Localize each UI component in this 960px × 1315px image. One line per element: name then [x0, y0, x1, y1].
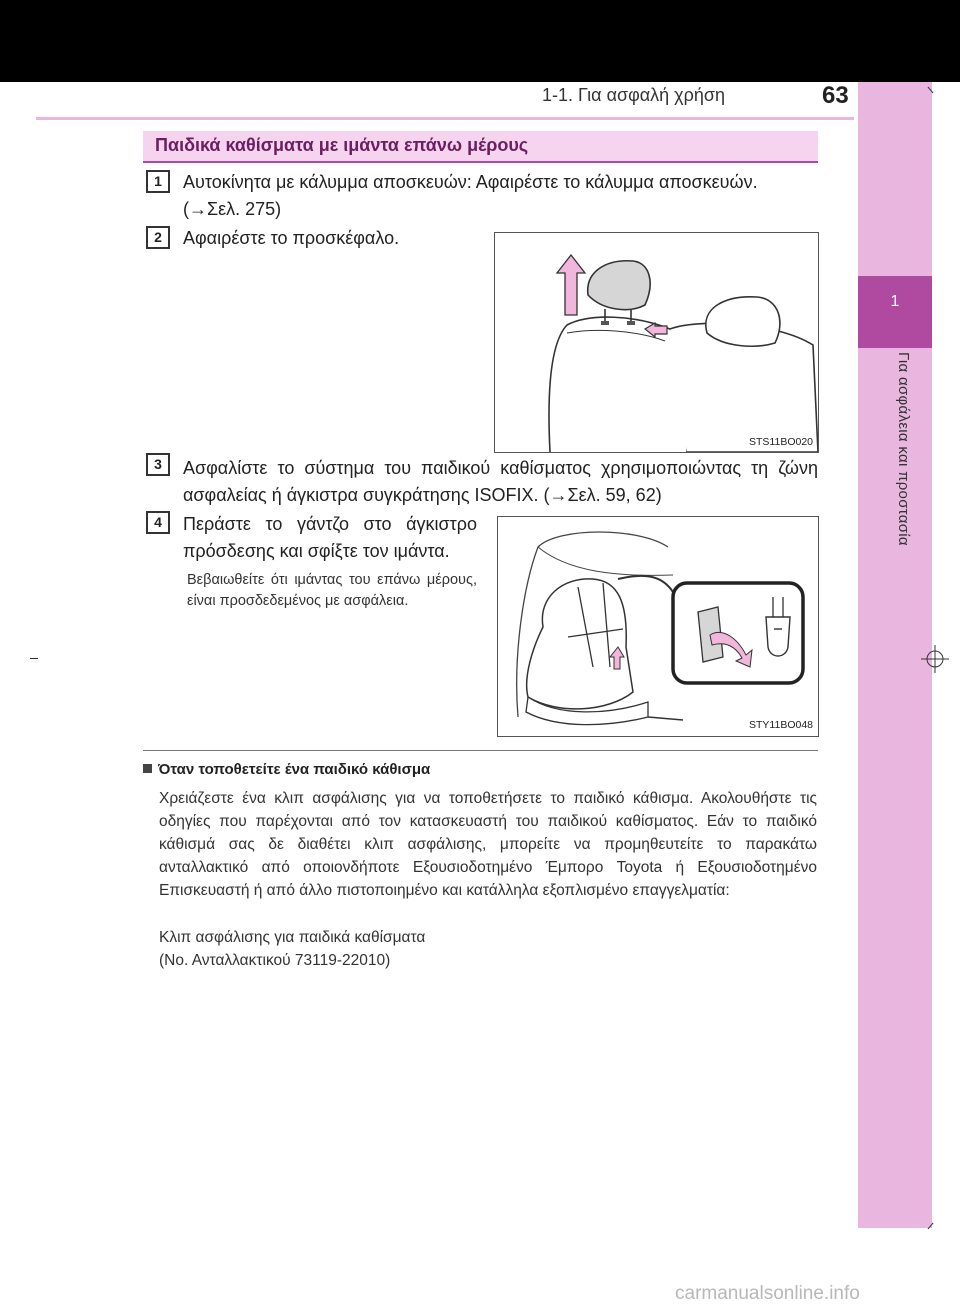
info-body: Χρειάζεστε ένα κλιπ ασφάλισης για να τοποθετήσετε το παιδικό κάθισμα. Ακολουθήστε τις οδηγίες που παρέχονται από τον κατασκευαστή του παιδικού καθίσματος. Εάν το παιδικό κάθισμά σας δε διαθέτει κλιπ ασφάλισης, μπορείτε να προμηθευτείτε το παρακάτω ανταλλακτικό από οποιονδήποτε Εξουσιοδοτημένο Έμπορο Toyota ή Εξουσιοδοτημένο Επισκευαστή ή από άλλο πιστοποιημένο και κατάλληλα εξοπλισμένο επαγγελματία: [159, 790, 817, 899]
step-4-note: Βεβαιωθείτε ότι ιμάντας του επάνω μέρους, είναι προσδεδεμένος με ασφάλεια. [187, 572, 477, 609]
part-name: Κλιπ ασφάλισης για παιδικά καθίσματα [159, 929, 426, 946]
step-text-3: Ασφαλίστε το σύστημα του παιδικού καθίσματος χρησιμοποιώντας τη ζώνη ασφαλείας ή άγκιστρα συγκράτησης ISOFIX. (→Σελ. 59, 62) [183, 458, 818, 505]
section-heading-text: Παιδικά καθίσματα με ιμάντα επάνω μέρους [155, 135, 529, 155]
figure-code-2: STY11BO048 [749, 719, 814, 731]
header-section-title: 1-1. Για ασφαλή χρήση [542, 85, 725, 105]
watermark: carmanualsonline.info [675, 1283, 860, 1304]
info-heading-text: Όταν τοποθετείτε ένα παιδικό κάθισμα [158, 761, 431, 778]
section-heading [143, 131, 818, 163]
info-heading [143, 761, 430, 778]
crop-mark [30, 658, 38, 659]
chapter-number-block [858, 276, 932, 348]
tether-strap-illustration [498, 517, 818, 736]
registration-mark-icon [920, 644, 950, 674]
square-bullet-icon [143, 764, 152, 773]
step-text-1: Αυτοκίνητα με κάλυμμα αποσκευών: Αφαιρέστε το κάλυμμα αποσκευών. (→Σελ. 275) [183, 172, 758, 219]
step-number-2: 2 [146, 226, 170, 249]
header-rule [36, 117, 854, 120]
step-number-3: 3 [146, 453, 170, 476]
step-text-4: Περάστε το γάντζο στο άγκιστρο πρόσδεσης και σφίξτε τον ιμάντα. [183, 514, 477, 561]
page-number: 63 [822, 82, 849, 109]
part-number: (Νο. Ανταλλακτικού 73119-22010) [159, 952, 391, 969]
figure-headrest-removal [494, 232, 819, 453]
step-number-1: 1 [146, 170, 170, 193]
section-divider [143, 750, 818, 751]
top-black-band [0, 0, 960, 82]
headrest-removal-illustration [495, 233, 818, 452]
figure-code-1: STS11BO020 [749, 436, 814, 448]
chapter-title: Για ασφάλεια και προστασία [895, 352, 912, 546]
step-number-4: 4 [146, 511, 170, 534]
step-text-2: Αφαιρέστε το προσκέφαλο. [183, 228, 400, 248]
chapter-number: 1 [890, 293, 900, 310]
figure-tether-strap [497, 516, 819, 737]
